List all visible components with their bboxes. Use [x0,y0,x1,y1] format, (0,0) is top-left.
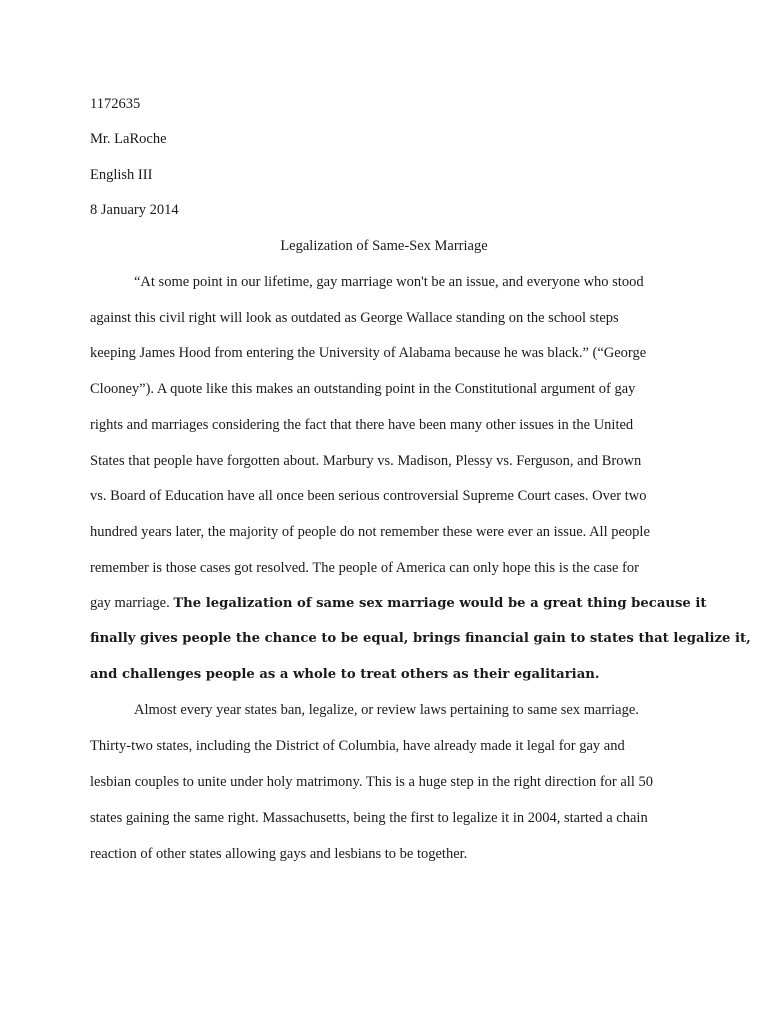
thesis-line: and challenges people as a whole to treat others as their egalitarian. [90,667,600,682]
teacher-name: Mr. LaRoche [90,131,167,147]
document-title: Legalization of Same-Sex Marriage [280,238,488,254]
thesis-text: The legalization of same sex marriage would be a great thing because it [173,596,707,611]
paragraph-line: against this civil right will look as outdated as George Wallace standing on the school steps [90,310,619,326]
paragraph-line: rights and marriages considering the fact that there have been many other issues in the United [90,417,634,433]
paragraph-line-thesis-start [90,593,706,614]
paragraph-line: hundred years later, the majority of people do not remember these were ever an issue. All people [90,524,650,540]
paragraph-line: Clooney”). A quote like this makes an outstanding point in the Constitutional argument of gay [90,381,636,397]
paragraph-line: Almost every year states ban, legalize, or review laws pertaining to same sex marriage. [134,702,639,718]
paragraph-line: lesbian couples to unite under holy matrimony. This is a huge step in the right direction for all 50 [90,774,653,790]
paragraph-line: states gaining the same right. Massachusetts, being the first to legalize it in 2004, started a chain [90,810,648,826]
student-id: 1172635 [90,96,141,112]
paragraph-line: “At some point in our lifetime, gay marriage won't be an issue, and everyone who stood [134,274,644,290]
thesis-line: finally gives people the chance to be equal, brings financial gain to states that legalize it, [90,631,751,646]
document-date: 8 January 2014 [90,202,179,218]
plain-text: gay marriage. [90,595,174,611]
paragraph-line: States that people have forgotten about. Marbury vs. Madison, Plessy vs. Ferguson, and Brown [90,453,642,469]
course-name: English III [90,167,153,183]
paragraph-line: Thirty-two states, including the District of Columbia, have already made it legal for gay and [90,738,625,754]
paragraph-line: vs. Board of Education have all once been serious controversial Supreme Court cases. Over two [90,488,647,504]
paragraph-line: reaction of other states allowing gays and lesbians to be together. [90,846,468,862]
paragraph-line: keeping James Hood from entering the University of Alabama because he was black.” (“George [90,345,647,361]
paragraph-line: remember is those cases got resolved. The people of America can only hope this is the case for [90,560,639,576]
